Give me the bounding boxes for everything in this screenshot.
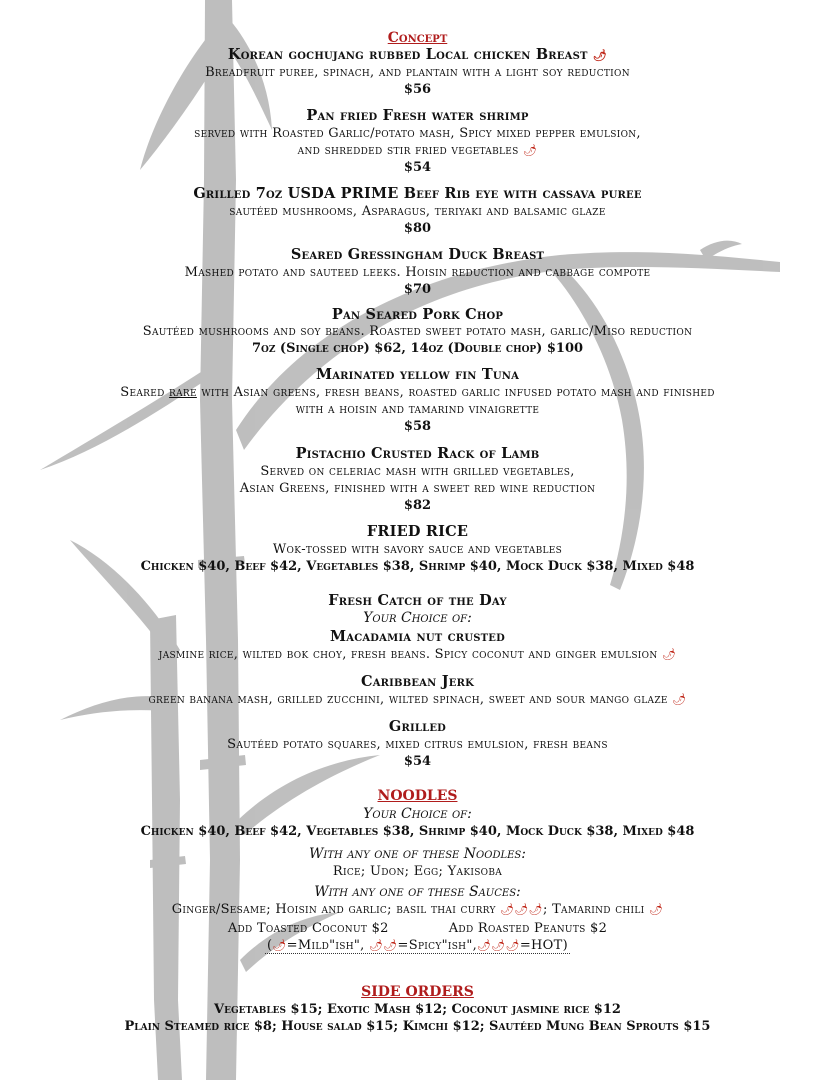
dish-desc-text: jasmine rice, wilted bok choy, fresh beans. Spicy coconut and ginger emulsion <box>158 647 658 662</box>
fresh-catch-choice: Your Choice of: <box>363 610 472 626</box>
dish-price-shrimp: $54 <box>403 160 432 175</box>
dish-name-grilled: Grilled <box>388 718 447 735</box>
dish-price-fresh-catch: $54 <box>403 754 432 769</box>
rare-emphasis: rare <box>169 385 197 400</box>
chili-pepper-icon: 🌶🌶 <box>369 939 398 952</box>
dish-desc-jerk <box>0 692 835 707</box>
dish-desc-text: with Asian greens, fresh beans, roasted garlic infused potato mash and finished <box>201 385 715 400</box>
section-title-concept: Concept <box>387 30 448 46</box>
dish-name-chicken <box>0 46 835 63</box>
dish-price-tuna: $58 <box>403 419 432 434</box>
dish-name-macadamia: Macadamia nut crusted <box>329 628 505 645</box>
dish-price-lamb: $82 <box>403 498 432 513</box>
dish-desc-tuna-1 <box>0 385 835 400</box>
legend-text: =HOT) <box>519 938 568 953</box>
dish-desc-fried-rice: Wok-tossed with savory sauce and vegetables <box>272 542 563 557</box>
dish-price-duck: $70 <box>403 282 432 297</box>
dish-name-pork: Pan Seared Pork Chop <box>331 306 504 323</box>
sauce-text: ; Tamarind chili <box>542 902 645 917</box>
noodles-noodle-heading: With any one of these Noodles: <box>309 846 526 862</box>
dish-desc-tuna-2: with a hoisin and tamarind vinaigrette <box>295 402 540 417</box>
noodles-noodle-list: Rice; Udon; Egg; Yakisoba <box>332 864 503 879</box>
chili-pepper-icon: 🌶🌶🌶 <box>477 939 520 952</box>
dish-name-fried-rice: FRIED RICE <box>366 523 469 540</box>
legend-text: =Spicy"ish", <box>397 938 478 953</box>
dish-desc-lamb-1: Served on celeriac mash with grilled vegetables, <box>260 464 575 479</box>
dish-desc-ribeye: sautéed mushrooms, Asparagus, teriyaki and balsamic glaze <box>229 204 606 219</box>
dish-desc-chicken: Breadfruit puree, spinach, and plantain with a light soy reduction <box>205 65 630 80</box>
dish-desc-text: Seared <box>120 385 165 400</box>
side-orders-line-1: Vegetables $15; Exotic Mash $12; Coconut jasmine rice $12 <box>214 1002 621 1017</box>
dish-name-lamb: Pistachio Crusted Rack of Lamb <box>295 445 540 462</box>
add-peanuts-text: Add Roasted Peanuts $2 <box>448 921 608 936</box>
dish-desc-pork: Sautéed mushrooms and soy beans. Roasted sweet potato mash, garlic/Miso reduction <box>142 324 693 339</box>
chili-pepper-icon: 🌶 <box>672 693 687 706</box>
dish-name-text: Korean gochujang rubbed Local chicken Breast <box>227 46 588 63</box>
dish-desc-grilled: Sautéed potato squares, mixed citrus emulsion, fresh beans <box>227 737 608 752</box>
chili-pepper-icon: 🌶 <box>592 49 608 62</box>
chili-pepper-icon: 🌶🌶🌶 <box>500 903 543 916</box>
dish-desc-text: and shredded stir fried vegetables <box>297 143 519 158</box>
side-orders-line-2: Plain Steamed rice $8; House salad $15; Kimchi $12; Sautéed Mung Bean Sprouts $15 <box>124 1019 711 1034</box>
noodles-sauce-list <box>0 902 835 917</box>
section-title-side-orders: SIDE ORDERS <box>361 984 474 1000</box>
dish-price-chicken: $56 <box>403 82 432 97</box>
dish-desc-lamb-2: Asian Greens, finished with a sweet red wine reduction <box>239 481 596 496</box>
dish-desc-text: green banana mash, grilled zucchini, wilted spinach, sweet and sour mango glaze <box>148 692 668 707</box>
dish-desc-shrimp-1: served with Roasted Garlic/potato mash, Spicy mixed pepper emulsion, <box>194 126 641 141</box>
dish-name-duck: Seared Gressingham Duck Breast <box>290 246 545 263</box>
chili-pepper-icon: 🌶 <box>648 903 664 916</box>
legend-text: =Mild"ish", <box>286 938 370 953</box>
chili-pepper-icon: 🌶 <box>523 144 538 157</box>
add-coconut-text: Add Toasted Coconut $2 <box>227 921 389 936</box>
dish-name-tuna: Marinated yellow fin Tuna <box>315 366 520 383</box>
noodles-choice: Your Choice of: <box>363 806 472 822</box>
dish-desc-duck: Mashed potato and sauteed leeks. Hoisin reduction and cabbage compote <box>184 265 651 280</box>
legend-text: ( <box>267 938 273 953</box>
spice-legend-box <box>265 938 570 954</box>
section-title-noodles: NOODLES <box>377 788 458 804</box>
chili-pepper-icon: 🌶 <box>661 648 677 661</box>
dish-price-pork: 7oz (Single chop) $62, 14oz (Double chop) $100 <box>251 341 584 356</box>
spice-legend <box>0 938 835 954</box>
noodles-proteins: Chicken $40, Beef $42, Vegetables $38, Shrimp $40, Mock Duck $38, Mixed $48 <box>140 824 695 839</box>
dish-price-fried-rice: Chicken $40, Beef $42, Vegetables $38, Shrimp $40, Mock Duck $38, Mixed $48 <box>140 559 695 574</box>
noodles-sauce-heading: With any one of these Sauces: <box>314 884 521 900</box>
chili-pepper-icon: 🌶 <box>272 939 287 952</box>
dish-price-ribeye: $80 <box>403 221 432 236</box>
noodles-add-ons <box>0 921 835 936</box>
dish-name-jerk: Caribbean Jerk <box>360 673 475 690</box>
sauce-text: Ginger/Sesame; Hoisin and garlic; basil thai curry <box>171 902 496 917</box>
dish-name-fresh-catch: Fresh Catch of the Day <box>328 592 507 609</box>
dish-desc-shrimp-2 <box>0 143 835 158</box>
dish-name-ribeye: Grilled 7oz USDA PRIME Beef Rib eye with cassava puree <box>193 185 642 202</box>
dish-desc-macadamia <box>0 647 835 662</box>
dish-name-shrimp: Pan fried Fresh water shrimp <box>306 107 529 124</box>
